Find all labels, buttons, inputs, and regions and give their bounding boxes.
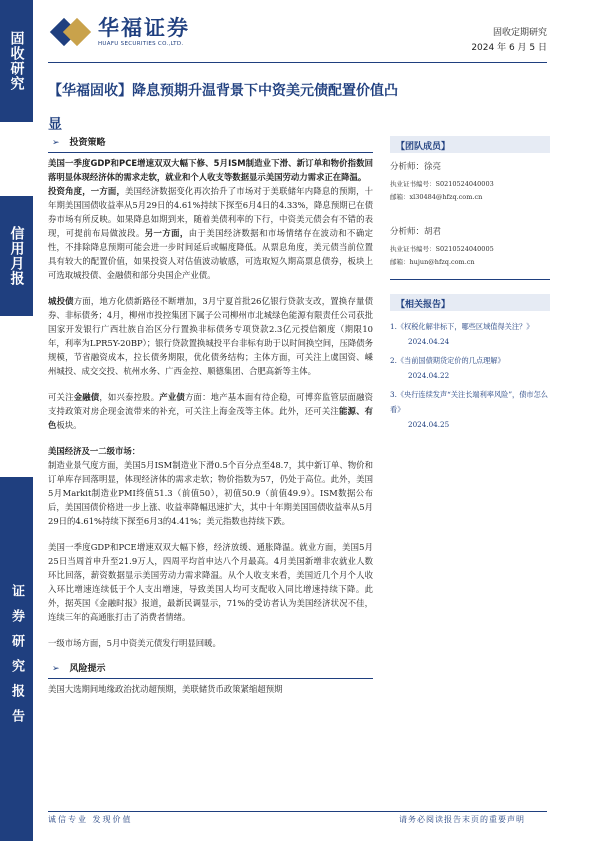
section-divider — [48, 152, 373, 153]
market-paragraph-2: 美国一季度GDP和PCE增速双双大幅下修，经济放缓、通胀降温。就业方面，美国5月25日当周首申升至21.9万人，四周平均首申达八个月最高。4月美国新增非农就业人数环比回落，薪资数据显示美国劳动力需求降温。从个人收支来看，美国近几个月个人收入环比增速连续低于个人支出增速，导致美国人均可支配收入同比增速持续下降。此外，据英国《金融时报》报道，最新民调显示，71%的受访者认为美国经济状况不佳，连续三年的高通胀打击了消费者情绪。 — [48, 542, 373, 622]
analyst-card — [390, 226, 550, 269]
risk-heading: ➢ 风险提示 — [52, 664, 106, 674]
section-divider — [48, 678, 373, 679]
market-paragraph-1: 制造业景气度方面，美国5月ISM制造业下滑0.5个百分点至48.7，其中新订单、物价和订单库存回落明显，体现经济体的需求走软；物价指数为57，仍处于高位。此外，美国5月Markit制造业PMI终值51.3（前值50），初值50.9（前值49.9）。ISM数据公布后，美国国债价格进一步上涨、收益率降幅迅速扩大，其中十年期美国国债收益率从5月29日的4.61%持续下探至6月3的4.41%；美元指数也持续下跌。 — [48, 460, 373, 526]
company-logo — [54, 16, 190, 48]
related-reports-list — [390, 319, 550, 432]
analyst-email[interactable]: 邮箱：xl30484@hfzq.com.cn — [390, 193, 483, 201]
related-report-item[interactable]: 2.《当前国债期货定价的几点理解》 2024.04.22 — [390, 356, 505, 380]
footer-disclaimer: 请务必阅读报告末页的重要声明 — [399, 815, 525, 824]
footer-slogan: 诚信专业 发现价值 — [48, 815, 133, 824]
related-heading: 【相关报告】 — [390, 294, 550, 311]
side-divider — [390, 279, 550, 280]
team-heading: 【团队成员】 — [390, 136, 550, 153]
sidebar-label-bottom — [0, 477, 33, 841]
market-paragraph-3: 一级市场方面，5月中资美元债发行明显回暖。 — [48, 638, 221, 648]
sidebar-label-mid-text: 信用月报 — [8, 226, 25, 286]
left-sidebar-band — [0, 0, 33, 841]
main-content — [48, 136, 373, 708]
arrow-icon: ➢ — [52, 664, 60, 674]
strategy-summary: 美国一季度GDP和PCE增速双双大幅下修、5月ISM制造业下滑、新订单和物价指数回落明显体现经济体的需求走软，就业和个人收支等数据显示美国劳动力需求正在降温。 投资角度，一方面，美国经济数据变化再次抬升了市场对于美联储年内降息的预期，十年期美国国债收益率从5月29日的4.61%持续下探至6月4日的4.33%，降息预期已在债券市场有所反映。如果降息如期到来，随着美债利率的下行，中资美元债会有不错的表现，可提前布局做波段。另一方面，由于美国经济数据和市场情绪存在波动和不确定性，不排除降息预期可能会进一步时间延后或幅度降低。从票息角度，美元债当前位置具有较大的配置价值，如果投资人对估值波动敏感，可选取短久期高票息债券，板块上可选取城投债、金融债和部分央国企产业债。 — [48, 158, 374, 280]
risk-text: 美国大选期间地缘政治扰动超预期，美联储货币政策紧缩超预期 — [48, 684, 283, 694]
analyst-cert: 执业证书编号：S0210524040003 — [390, 180, 494, 188]
header-divider — [48, 62, 547, 63]
analyst-email[interactable]: 邮箱：hujun@hfzq.com.cn — [390, 258, 475, 266]
logo-mark-icon — [54, 16, 92, 48]
related-report-item[interactable]: 1.《权税化解非标下，哪些区域值得关注？》 2024.04.24 — [390, 322, 534, 346]
analyst-card — [390, 161, 550, 204]
sidebar-label-top-text: 固收研究 — [8, 31, 25, 91]
report-date: 2024 年 6 月 5 日 — [471, 43, 547, 53]
arrow-icon: ➢ — [52, 138, 60, 148]
strategy-heading: ➢ 投资策略 — [52, 138, 106, 148]
related-report-item[interactable]: 3.《央行连续发声“关注长端利率风险”，债市怎么看》 2024.04.25 — [390, 390, 548, 429]
analyst-name: 分析师：徐亮 — [390, 162, 442, 172]
financial-industrial-paragraph: 可关注金融债，如兴泰控股。产业债方面：地产基本面有待企稳，可博弈监管层面融资支持政策对房企现金流带来的补充，可关注上海金茂等主体。此外，还可关注能源、有色板块。 — [48, 392, 374, 430]
sidebar-label-top — [0, 0, 33, 122]
footer-divider — [48, 811, 547, 812]
header-meta — [471, 26, 547, 56]
sidebar-label-mid — [0, 196, 33, 316]
market-heading: 美国经济及一二级市场： — [48, 446, 141, 456]
report-title: 【华福固收】降息预期升温背景下中资美元债配置价值凸显 — [48, 83, 398, 133]
analyst-name: 分析师：胡君 — [390, 227, 442, 237]
report-category: 固收定期研究 — [492, 28, 547, 38]
lgfv-paragraph: 城投债方面，地方化债新路径不断增加，3月宁夏首批26亿银行贷款支改，置换存量债券、非标债务；4月，柳州市投控集团下属子公司柳州市北城绿色能源有限责任公司获批国家开发银行广西壮族自治区分行置换非标债务专项贷款2.3亿元授信额度（期限10年，利率为LPR5Y-20BP）；银行贷款置换城投平台非标有助于以时间换空间，压降债务规模，节省融资成本，拉长债务期限，优化债务结构；主体方面，可关注上虞国资、嵊州城投、成交交投、杭州水务、广西金控、顺德集团、合肥高新等主体。 — [48, 296, 373, 376]
side-panel — [390, 136, 550, 436]
analyst-cert: 执业证书编号：S0210524040005 — [390, 245, 494, 253]
logo-name-cn: 华福证券 — [98, 16, 190, 40]
logo-name-en: HUAFU SECURITIES CO.,LTD. — [98, 41, 184, 47]
sidebar-label-bottom-text: 证券研究报告 — [9, 584, 24, 734]
